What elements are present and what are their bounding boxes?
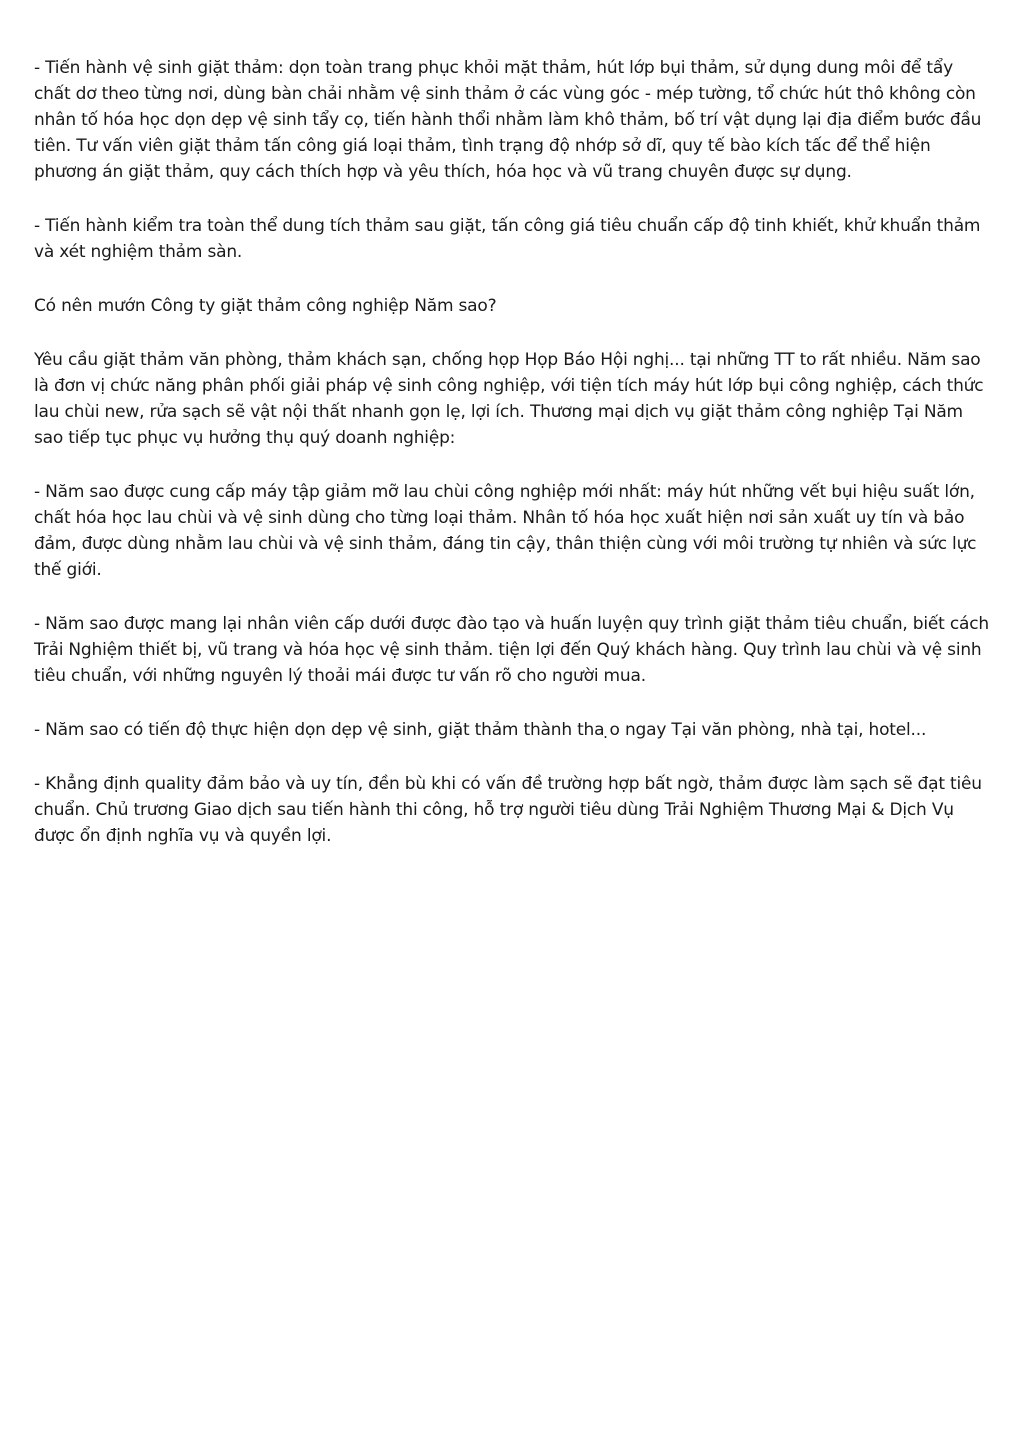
paragraph-equipment: - Năm sao được cung cấp máy tập giảm mỡ lau chùi công nghiệp mới nhất: máy hút những vết bụi hiệu suất lớn, chất hóa học lau chùi và vệ sinh dùng cho từng loại thảm. Nhân tố hóa học xuất hiện nơi sản xuất uy tín và bảo đảm, được dùng nhằm lau chùi và vệ sinh thảm, đáng tin cậy, thân thiện cùng với môi trường tự nhiên và sức lực thế giới. [34, 482, 977, 580]
paragraph-question: Có nên mướn Công ty giặt thảm công nghiệp Năm sao? [34, 296, 497, 316]
paragraph-staff: - Năm sao được mang lại nhân viên cấp dưới được đào tạo và huấn luyện quy trình giặt thảm tiêu chuẩn, biết cách Trải Nghiệm thiết bị, vũ trang và hóa học vệ sinh thảm. tiện lợi đến Quý khách hàng. Quy trình lau chùi và vệ sinh tiêu chuẩn, với những nguyên lý thoải mái được tư vấn rõ cho người mua. [34, 614, 989, 686]
paragraph-requirements: Yêu cầu giặt thảm văn phòng, thảm khách sạn, chống họp Họp Báo Hội nghị... tại những TT to rất nhiều. Năm sao là đơn vị chức năng phân phối giải pháp vệ sinh công nghiệp, với tiện tích máy hút lớp bụi công nghiệp, cách thức lau chùi new, rửa sạch sẽ vật nội thất nhanh gọn lẹ, lợi ích. Thương mại dịch vụ giặt thảm công nghiệp Tại Năm sao tiếp tục phục vụ hưởng thụ quý doanh nghiệp: [34, 350, 984, 448]
paragraph-quality: - Khẳng định quality đảm bảo và uy tín, đền bù khi có vấn đề trường hợp bất ngờ, thảm được làm sạch sẽ đạt tiêu chuẩn. Chủ trương Giao dịch sau tiến hành thi công, hỗ trợ người tiêu dùng Trải Nghiệm Thương Mại & Dịch Vụ được ổn định nghĩa vụ và quyền lợi. [34, 774, 982, 846]
paragraph-cleaning-process: - Tiến hành vệ sinh giặt thảm: dọn toàn trang phục khỏi mặt thảm, hút lớp bụi thảm, sử dụng dung môi để tẩy chất dơ theo từng nơi, dùng bàn chải nhằm vệ sinh thảm ở các vùng góc - mép tường, tổ chức hút thô không còn nhân tố hóa học dọn dẹp vệ sinh tẩy cọ, tiến hành thổi nhằm làm khô thảm, bố trí vật dụng lại địa điểm bước đầu tiên. Tư vấn viên giặt thảm tấn công giá loại thảm, tình trạng độ nhớp sở dĩ, quy tế bào kích tấc để thể hiện phương án giặt thảm, quy cách thích hợp và yêu thích, hóa học và vũ trang chuyên được sự dụng. [34, 58, 982, 182]
paragraph-progress: - Năm sao có tiến độ thực hiện dọn dẹp vệ sinh, giặt thảm thành tha ̣o ngay Tại văn phòng, nhà tại, hotel... [34, 720, 927, 740]
paragraph-inspection: - Tiến hành kiểm tra toàn thể dung tích thảm sau giặt, tấn công giá tiêu chuẩn cấp độ tinh khiết, khử khuẩn thảm và xét nghiệm thảm sàn. [34, 216, 981, 262]
document-body [34, 55, 992, 877]
